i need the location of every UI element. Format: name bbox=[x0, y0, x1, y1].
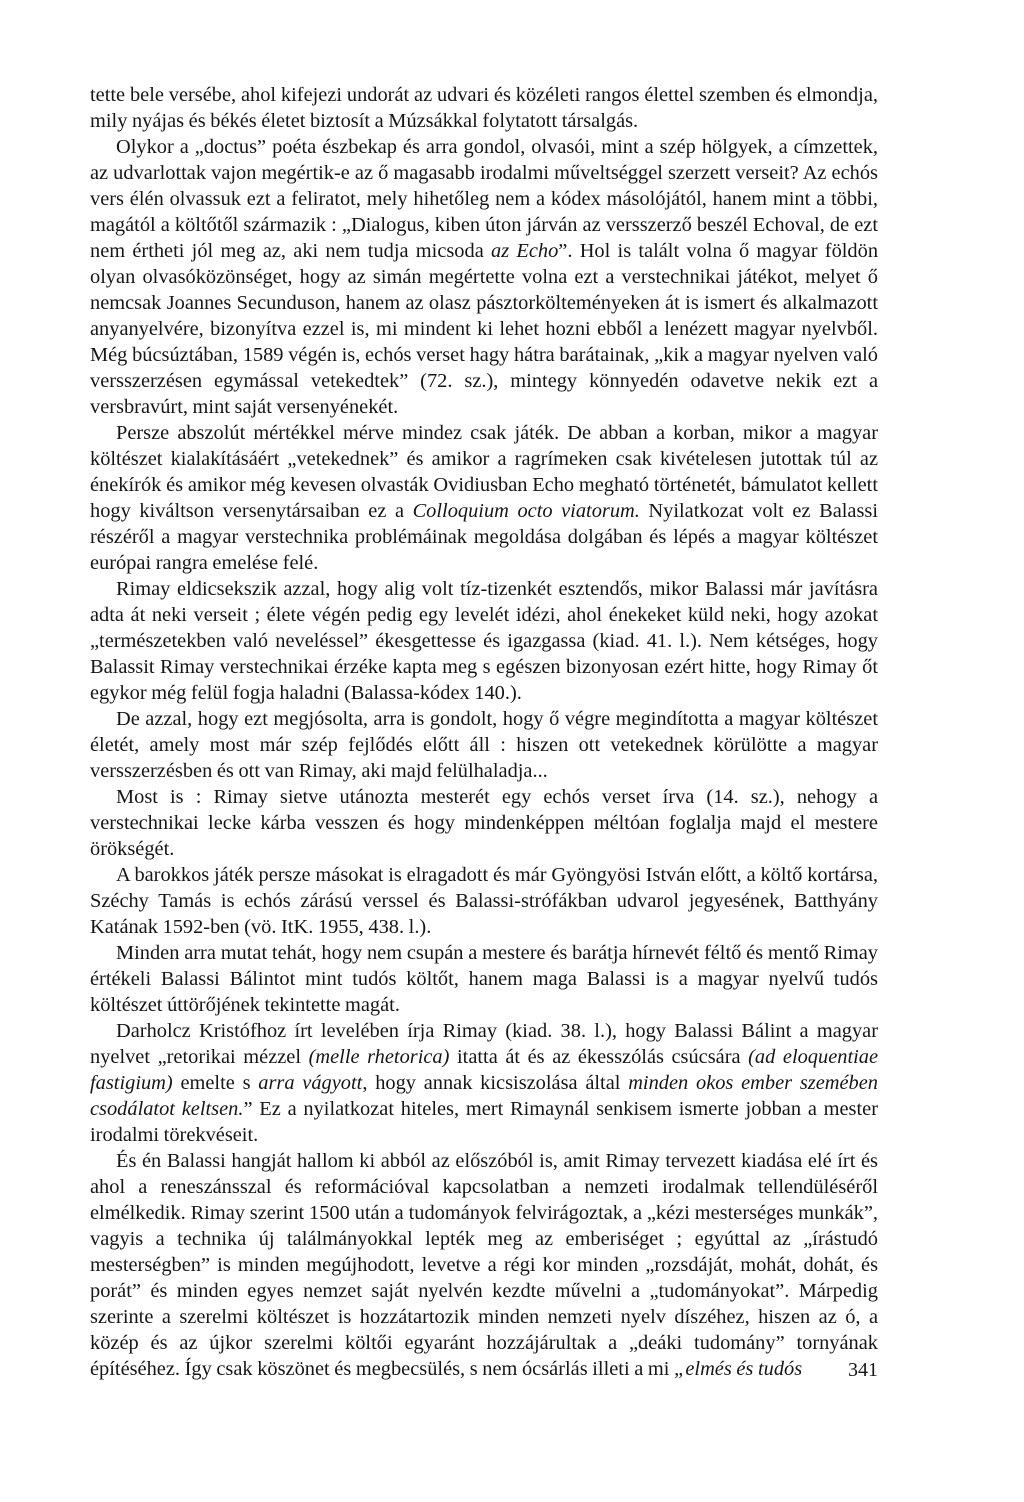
italic-text: arra vágyott bbox=[258, 1072, 363, 1094]
paragraph bbox=[90, 1148, 878, 1382]
text-run: A barokkos játék persze másokat is elragadott és már Gyöngyösi István előtt, a költő kortársa, Széchy Tamás is echós zárású verssel és Balassi-strófákban udvarol jegyesének, Batthyány Katának 1592-ben (vö. ItK. 1955, 438. l.). bbox=[90, 864, 878, 938]
paragraph bbox=[90, 940, 878, 1018]
page-body bbox=[90, 82, 878, 1382]
text-run: Minden arra mutat tehát, hogy nem csupán a mestere és barátja hírnevét féltő és mentő Rimay értékeli Balassi Bálintot mint tudós költőt, hanem maga Balassi is a magyar nyelvű tudós költészet úttörőjének tekintette magát. bbox=[90, 942, 878, 1016]
paragraph bbox=[90, 862, 878, 940]
paragraph bbox=[90, 784, 878, 862]
italic-text: az Echo bbox=[491, 240, 559, 262]
italic-text: Colloquium octo viatorum. bbox=[412, 500, 640, 522]
text-run: Nyilatkozat volt ez Balassi részéről a magyar verstechnika problémáinak megoldása dolgában és lépés a magyar költészet európai rangra emelése felé. bbox=[90, 500, 878, 574]
text-run: Persze abszolút mértékkel mérve mindez csak játék. De abban a korban, mikor a magyar költészet kialakításáért „vetekednek” és amikor a ragrímeken csak kivételesen jutottak túl az énekírók és amikor még kevesen olvasták Ovidiusban Echo megható történetét, bámulatot kellett hogy kiváltson versenytársaiban ez a bbox=[90, 422, 878, 522]
text-run: itatta át és az ékesszólás csúcsára bbox=[449, 1046, 749, 1068]
paragraph bbox=[90, 420, 878, 576]
page-number: 341 bbox=[848, 1359, 878, 1381]
text-run: De azzal, hogy ezt megjósolta, arra is gondolt, hogy ő végre megindította a magyar költészet életét, amely most már szép fejlődés előtt áll : hiszen ott vetekednek körülötte a magyar versszerzésben és ott van Rimay, aki majd felülhaladja... bbox=[90, 708, 878, 782]
text-run: Most is : Rimay sietve utánozta mesterét egy echós verset írva (14. sz.), nehogy a verstechnikai lecke kárba vesszen és hogy mindenképpen méltóan foglalja majd el mestere örökségét. bbox=[90, 786, 878, 860]
text-run: ” Ez a nyilatkozat hiteles, mert Rimaynál senkisem ismerte jobban a mester irodalmi törekvéseit. bbox=[90, 1098, 878, 1146]
text-run: , hogy annak kicsiszolása által bbox=[362, 1072, 629, 1094]
italic-text: (ad eloquentiae fastigium) bbox=[90, 1046, 879, 1094]
italic-text: minden okos ember szemében csodálatot keltsen. bbox=[90, 1072, 878, 1120]
paragraph bbox=[90, 82, 878, 134]
italic-text: (melle rhetorica) bbox=[308, 1046, 450, 1068]
text-run: emelte s bbox=[172, 1072, 259, 1094]
paragraph bbox=[90, 134, 878, 420]
paragraph bbox=[90, 576, 878, 706]
paragraph bbox=[90, 706, 878, 784]
paragraph bbox=[90, 1018, 878, 1148]
text-run: Olykor a „doctus” poéta észbekap és arra gondol, olvasói, mint a szép hölgyek, a címzettek, az udvarlottak vajon megértik-e az ő magasabb irodalmi műveltséggel szerzett verseit? Az echós vers élén olvassuk ezt a feliratot, mely hihetőleg nem a kódex másolójától, hanem mint a többi, magától a költőtől származik : „Dialogus, kiben úton járván az versszerző beszél Echoval, de ezt nem értheti jól meg az, aki nem tudja micsoda bbox=[90, 136, 878, 262]
text-run: ”. Hol is talált volna ő magyar földön olyan olvasóközönséget, hogy az simán megértette volna ezt a verstechnikai játékot, melyet ő nemcsak Joannes Secunduson, hanem az olasz pásztorkölteményeken át is ismert és alkalmazott anyanyelvére, bizonyítva ezzel is, mi mindent ki lehet hozni ebből a lenézett magyar nyelvből. Még búcsúztában, 1589 végén is, echós verset hagy hátra barátainak, „kik a magyar nyelven való versszerzésen egymással vetekedtek” (72. sz.), mintegy könnyedén odavetve nekik ezt a versbravúrt, mint saját versenyénekét. bbox=[90, 240, 879, 418]
text-run: És én Balassi hangját hallom ki abból az előszóból is, amit Rimay tervezett kiadása elé írt és ahol a reneszánsszal és reformációval kapcsolatban a nemzeti irodalmak tellendüléséről elmélkedik. Rimay szerint 1500 után a tudományok felvirágoztak, a „kézi mesterséges munkák”, vagyis a technika új találmányokkal lepték meg az emberiséget ; egyúttal az „írástudó mesterségben” is minden megújhodott, levetve a régi kor minden „rozsdáját, mohát, dohát, és porát” és minden egyes nemzet saját nyelvén kezdte művelni a „tudományokat”. Márpedig szerinte a szerelmi költészet is hozzátartozik minden nemzeti nyelv díszéhez, hiszen az ó, a közép és az újkor szerelmi költői egyaránt hozzájárultak a „deáki tudomány” tornyának építéséhez. Így csak köszönet és megbecsülés, s nem ócsárlás illeti a mi bbox=[90, 1150, 878, 1380]
italic-text: „elmés és tudós bbox=[674, 1358, 803, 1380]
text-run: Rimay eldicsekszik azzal, hogy alig volt tíz-tizenkét esztendős, mikor Balassi már javításra adta át neki verseit ; élete végén pedig egy levelét idézi, ahol énekeket küld neki, hogy azokat „természetekben való neveléssel” ékesgettesse és igazgassa (kiad. 41. l.). Nem kétséges, hogy Balassit Rimay verstechnikai érzéke kapta meg s egészen bizonyosan ezért hitte, hogy Rimay őt egykor még felül fogja haladni (Balassa-kódex 140.). bbox=[90, 578, 878, 704]
text-run: tette bele versébe, ahol kifejezi undorát az udvari és közéleti rangos élettel szemben és elmondja, mily nyájas és békés életet biztosít a Múzsákkal folytatott társalgás. bbox=[90, 84, 878, 132]
text-run: Darholcz Kristófhoz írt levelében írja Rimay (kiad. 38. l.), hogy Balassi Bálint a magyar nyelvet „retorikai mézzel bbox=[90, 1020, 878, 1068]
